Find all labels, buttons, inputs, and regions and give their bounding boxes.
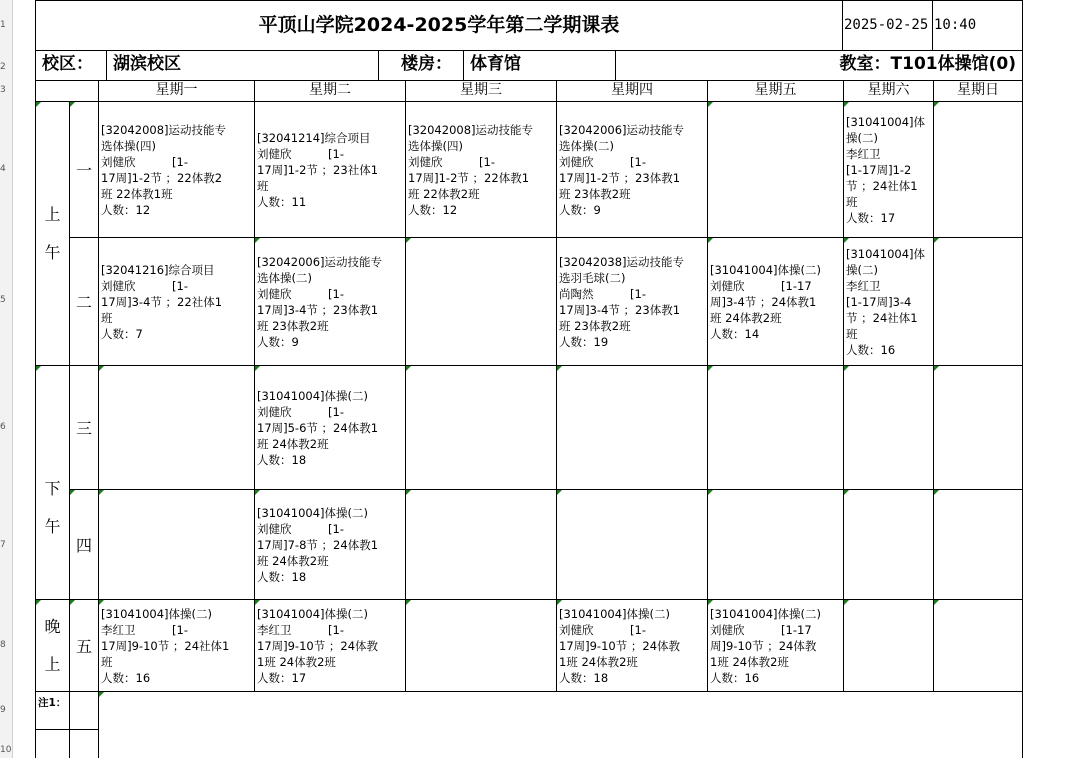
course-line: 班 24体教2班 (257, 437, 329, 451)
cell-marker-icon (934, 238, 939, 243)
course-line: 刘健欣 [1-17 (710, 623, 812, 637)
cell-marker-icon (36, 102, 41, 107)
course-line: [32041216]综合项目 (101, 263, 215, 277)
cell-marker-icon (36, 600, 41, 605)
cell-marker-icon (844, 238, 849, 243)
course-line: 操(二) (846, 263, 878, 277)
course-line: 17周]1-2节 ；23体教1 (559, 171, 681, 185)
cell-marker-icon (255, 238, 260, 243)
cell-marker-icon (557, 490, 562, 495)
cell-marker-icon (557, 366, 562, 371)
course-line: 17周]1-2节 ；23社体1 (257, 163, 379, 177)
day-header-thu: 星期四 (557, 81, 708, 102)
course-cell-p5_thu[interactable] (557, 600, 708, 692)
empty-cell-p5_sat[interactable] (844, 600, 934, 692)
period-5-label: 五 (70, 600, 99, 692)
course-line: 1班 24体教2班 (559, 655, 638, 669)
cell-marker-icon (708, 366, 713, 371)
empty-cell-p3_wed[interactable] (406, 366, 557, 490)
course-line: 李红卫 [1- (257, 623, 345, 637)
course-line: [1-17周]3-4 (846, 295, 912, 309)
morning-label (36, 102, 70, 366)
course-line: 人数：12 (101, 203, 151, 217)
empty-cell-p1_sun[interactable] (934, 102, 1023, 238)
course-line: 班 23体教2班 (559, 187, 631, 201)
cell-marker-icon (255, 600, 260, 605)
course-line: [32042006]运动技能专 (257, 255, 383, 269)
course-cell-p2_mon[interactable] (99, 238, 255, 366)
course-line: 人数：12 (408, 203, 458, 217)
course-line: [32042006]运动技能专 (559, 123, 685, 137)
evening-label (36, 600, 70, 692)
cell-marker-icon (708, 238, 713, 243)
course-line: 1班 24体教2班 (257, 655, 336, 669)
course-line: 17周]3-4节 ；23体教1 (559, 303, 681, 317)
empty-cell-p3_sun[interactable] (934, 366, 1023, 490)
row-number: 4 (0, 164, 6, 174)
empty-cell-p4_fri[interactable] (708, 490, 844, 600)
afternoon-char-1: 下 (44, 478, 61, 498)
course-line: 选体操(二) (257, 271, 312, 285)
corner-cell (36, 81, 99, 102)
course-cell-p3_tue[interactable] (255, 366, 406, 490)
room-label: 教室：T101体操馆(0) (616, 51, 1023, 81)
course-line: 班 (101, 311, 113, 325)
cell-marker-icon (934, 600, 939, 605)
course-line: 人数：7 (101, 327, 143, 341)
course-cell-p2_thu[interactable] (557, 238, 708, 366)
cell-marker-icon (406, 366, 411, 371)
course-line: 刘健欣 [1- (559, 155, 647, 169)
course-cell-p4_tue[interactable] (255, 490, 406, 600)
empty-cell-p2_wed[interactable] (406, 238, 557, 366)
course-line: 人数：14 (710, 327, 760, 341)
course-line: 刘健欣 [1-17 (710, 279, 812, 293)
cell-marker-icon (844, 102, 849, 107)
cell-marker-icon (36, 366, 41, 371)
course-line: 班 23体教2班 (257, 319, 329, 333)
course-line: 人数：18 (559, 671, 609, 685)
morning-char-1: 上 (44, 204, 61, 224)
row-number: 5 (0, 295, 6, 305)
morning-char-2: 午 (44, 242, 61, 262)
course-line: 刘健欣 [1- (257, 405, 345, 419)
course-line: 人数：11 (257, 195, 307, 209)
course-line: 人数：16 (101, 671, 151, 685)
course-line: 1班 24体教2班 (710, 655, 789, 669)
course-cell-p5_fri[interactable] (708, 600, 844, 692)
cell-marker-icon (99, 366, 104, 371)
course-line: 刘健欣 [1- (257, 287, 345, 301)
course-line: 刘健欣 [1- (408, 155, 496, 169)
page-title: 平顶山学院2024-2025学年第二学期课表 (36, 1, 843, 51)
afternoon-label (36, 366, 70, 600)
course-cell-p1_tue[interactable] (255, 102, 406, 238)
course-line: 班 (257, 179, 269, 193)
course-line: 刘健欣 [1- (257, 147, 345, 161)
course-line: 刘健欣 [1- (101, 155, 189, 169)
course-line: 选体操(二) (559, 139, 614, 153)
row-number: 1 (0, 20, 6, 30)
course-line: [31041004]体操(二) (257, 607, 368, 621)
cell-marker-icon (844, 366, 849, 371)
course-line: 人数：16 (710, 671, 760, 685)
cell-marker-icon (70, 102, 75, 107)
row-number: 8 (0, 640, 6, 650)
cell-marker-icon (557, 600, 562, 605)
course-cell-p5_mon[interactable] (99, 600, 255, 692)
course-line: 刘健欣 [1- (101, 279, 189, 293)
row-number: 3 (0, 85, 6, 95)
print-time: 10:40 (933, 1, 1023, 51)
evening-char-2: 上 (44, 654, 61, 674)
period-4-label: 四 (70, 490, 99, 600)
building-label: 楼房： (379, 51, 464, 81)
course-line: 17周]5-6节 ；24体教1 (257, 421, 379, 435)
cell-marker-icon (406, 600, 411, 605)
course-line: 班 (846, 195, 858, 209)
empty-cell-p4_wed[interactable] (406, 490, 557, 600)
empty-cell-p3_mon[interactable] (99, 366, 255, 490)
cell-marker-icon (70, 600, 75, 605)
cell-marker-icon (70, 490, 75, 495)
row-number: 9 (0, 705, 6, 715)
course-line: 刘健欣 [1- (257, 522, 345, 536)
course-line: 节 ；24社体1 (846, 311, 918, 325)
course-line: 人数：17 (257, 671, 307, 685)
course-line: 节 ；24社体1 (846, 179, 918, 193)
print-date: 2025-02-25 (843, 1, 933, 51)
cell-marker-icon (708, 600, 713, 605)
cell-marker-icon (934, 366, 939, 371)
course-cell-p1_sat[interactable] (844, 102, 934, 238)
course-line: [32042008]运动技能专 (101, 123, 227, 137)
sheet-background (1024, 0, 1078, 758)
period-3-label: 三 (70, 366, 99, 490)
empty-cell-p3_thu[interactable] (557, 366, 708, 490)
period-1-label: 一 (70, 102, 99, 238)
course-cell-p1_thu[interactable] (557, 102, 708, 238)
evening-char-1: 晚 (44, 616, 61, 636)
day-header-wed: 星期三 (406, 81, 557, 102)
cell-marker-icon (844, 600, 849, 605)
course-line: [32041214]综合项目 (257, 131, 371, 145)
row-header-strip (0, 0, 13, 758)
course-cell-p1_mon[interactable] (99, 102, 255, 238)
cell-marker-icon (255, 366, 260, 371)
course-cell-p2_sat[interactable] (844, 238, 934, 366)
course-line: 17周]3-4节 ；23体教1 (257, 303, 379, 317)
empty-cell-p4_sat[interactable] (844, 490, 934, 600)
course-line: 班 (846, 327, 858, 341)
course-line: 人数：19 (559, 335, 609, 349)
day-header-sun: 星期日 (934, 81, 1023, 102)
building-value: 体育馆 (464, 51, 616, 81)
empty-cell-p1_fri[interactable] (708, 102, 844, 238)
course-line: [1-17周]1-2 (846, 163, 912, 177)
course-line: 人数：18 (257, 570, 307, 584)
course-line: 17周]7-8节 ；24体教1 (257, 538, 379, 552)
course-line: 李红卫 (846, 147, 881, 161)
course-line: 班 22体教1班 (101, 187, 173, 201)
course-line: 人数：16 (846, 343, 896, 357)
cell-marker-icon (844, 490, 849, 495)
day-header-tue: 星期二 (255, 81, 406, 102)
row-number: 2 (0, 62, 6, 72)
course-line: 17周]9-10节 ；24体教 (559, 639, 681, 653)
course-cell-p5_tue[interactable] (255, 600, 406, 692)
course-line: 李红卫 [1- (101, 623, 189, 637)
course-line: 操(二) (846, 131, 878, 145)
blank-cell (36, 730, 70, 758)
course-line: 选体操(四) (408, 139, 463, 153)
empty-cell-p4_sun[interactable] (934, 490, 1023, 600)
course-line: 人数：17 (846, 211, 896, 225)
course-line: 人数：9 (559, 203, 601, 217)
course-line: 周]9-10节 ；24体教 (710, 639, 817, 653)
course-line: 17周]1-2节 ；22体教2 (101, 171, 223, 185)
cell-marker-icon (708, 490, 713, 495)
empty-cell-p3_fri[interactable] (708, 366, 844, 490)
course-line: 人数：9 (257, 335, 299, 349)
course-line: [32042008]运动技能专 (408, 123, 534, 137)
course-line: 选体操(四) (101, 139, 156, 153)
cell-marker-icon (934, 490, 939, 495)
cell-marker-icon (708, 102, 713, 107)
course-line: 班 22体教2班 (408, 187, 480, 201)
cell-marker-icon (406, 490, 411, 495)
course-line: 班 24体教2班 (710, 311, 782, 325)
course-line: [31041004]体操(二) (710, 263, 821, 277)
period-2-label: 二 (70, 238, 99, 366)
note-label: 注1： (36, 692, 70, 730)
course-line: 班 24体教2班 (257, 554, 329, 568)
course-line: [31041004]体 (846, 115, 926, 129)
course-cell-p2_tue[interactable] (255, 238, 406, 366)
afternoon-char-2: 午 (44, 516, 61, 536)
empty-cell-p5_sun[interactable] (934, 600, 1023, 692)
note-content (99, 692, 1023, 758)
course-line: 选羽毛球(二) (559, 271, 626, 285)
course-line: 班 (101, 655, 113, 669)
course-line: [31041004]体操(二) (257, 506, 368, 520)
course-line: 17周]1-2节 ；22体教1 (408, 171, 530, 185)
empty-cell-p4_thu[interactable] (557, 490, 708, 600)
day-header-sat: 星期六 (844, 81, 934, 102)
empty-cell-p2_sun[interactable] (934, 238, 1023, 366)
course-cell-p2_fri[interactable] (708, 238, 844, 366)
course-line: [31041004]体 (846, 247, 926, 261)
course-line: 班 23体教2班 (559, 319, 631, 333)
course-line: 17周]9-10节 ；24体教 (257, 639, 379, 653)
course-line: 尚陶然 [1- (559, 287, 647, 301)
row-number: 10 (0, 745, 12, 755)
note-spacer (70, 692, 99, 730)
course-line: [31041004]体操(二) (710, 607, 821, 621)
course-line: [32042038]运动技能专 (559, 255, 685, 269)
cell-marker-icon (99, 490, 104, 495)
day-header-mon: 星期一 (99, 81, 255, 102)
course-line: 17周]9-10节 ；24社体1 (101, 639, 230, 653)
course-line: [31041004]体操(二) (559, 607, 670, 621)
course-line: [31041004]体操(二) (101, 607, 212, 621)
course-line: 人数：18 (257, 453, 307, 467)
cell-marker-icon (99, 600, 104, 605)
cell-marker-icon (406, 238, 411, 243)
course-line: 李红卫 (846, 279, 881, 293)
course-line: 周]3-4节 ；24体教1 (710, 295, 817, 309)
empty-cell-p3_sat[interactable] (844, 366, 934, 490)
course-line: 17周]3-4节 ；22社体1 (101, 295, 223, 309)
cell-marker-icon (255, 490, 260, 495)
course-cell-p1_wed[interactable] (406, 102, 557, 238)
empty-cell-p4_mon[interactable] (99, 490, 255, 600)
campus-value: 湖滨校区 (107, 51, 379, 81)
day-header-fri: 星期五 (708, 81, 844, 102)
cell-marker-icon (99, 692, 104, 697)
row-number: 6 (0, 422, 6, 432)
empty-cell-p5_wed[interactable] (406, 600, 557, 692)
row-number: 7 (0, 540, 6, 550)
course-line: 刘健欣 [1- (559, 623, 647, 637)
course-line: [31041004]体操(二) (257, 389, 368, 403)
cell-marker-icon (934, 102, 939, 107)
campus-label: 校区： (36, 51, 107, 81)
blank-cell (70, 730, 99, 758)
